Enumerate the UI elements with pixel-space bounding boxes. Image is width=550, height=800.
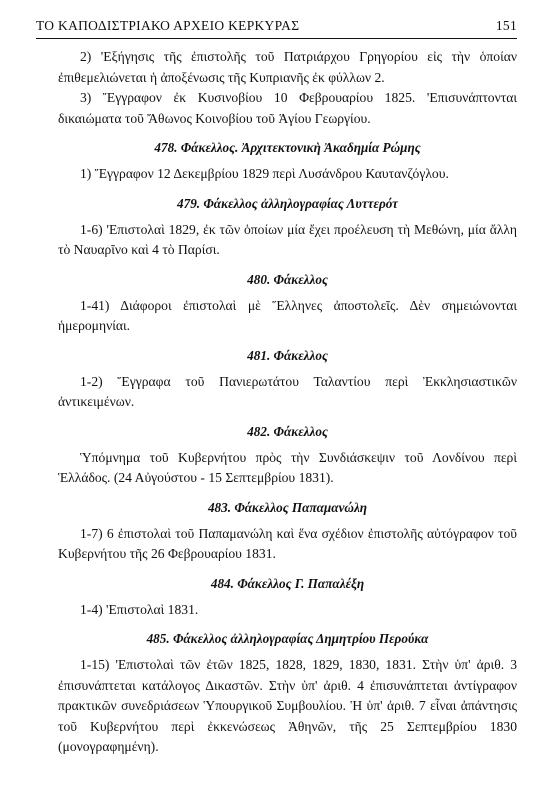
section-heading: 484. Φάκελλος Γ. Παπαλέξη bbox=[210, 575, 365, 591]
section-heading: 479. Φάκελλος ἀλληλογραφίας Λυττερότ bbox=[177, 195, 398, 211]
section-heading: 483. Φάκελλος Παπαμανώλη bbox=[207, 499, 368, 515]
section-479 bbox=[58, 194, 517, 261]
page-number: 151 bbox=[495, 18, 517, 33]
intro-paragraph-2: 2) 'Εξήγησις τῆς ἐπιστολῆς τοῦ Πατριάρχου Γρηγορίου εἰς τὴν ὁποίαν ἐπιθεμελιώνεται ἡ ἀποξένωσις τῆς Κυπριανῆς ἐκ φύλλων 2. bbox=[58, 49, 517, 85]
section-text: 1) Ἔγγραφον 12 Δεκεμβρίου 1829 περὶ Λυσάνδρου Καυτανζόγλου. bbox=[80, 166, 449, 181]
section-482 bbox=[58, 422, 517, 489]
section-text: 1-41) Διάφοροι ἐπιστολαὶ μὲ Ἕλληνες ἀποστολεῖς. Δὲν σημειώνονται ἡμερομηνίαι. bbox=[58, 297, 517, 333]
running-header bbox=[36, 18, 517, 39]
running-title: ΤΟ ΚΑΠΟΔΙΣΤΡΙΑΚΟ ΑΡΧΕΙΟ ΚΕΡΚΥΡΑΣ bbox=[36, 18, 300, 33]
section-text: 1-2) Ἔγγραφα τοῦ Πανιερωτάτου Ταλαντίου περὶ Ἐκκλησιαστικῶν ἀντικειμένων. bbox=[58, 373, 517, 409]
section-heading: 480. Φάκελλος bbox=[247, 271, 328, 287]
section-text: 1-6) 'Επιστολαὶ 1829, ἐκ τῶν ὁποίων μία ἔχει προέλευση τὴ Μεθώνη, μία ἄλλη τὸ Ναυαρῖνο καὶ 4 τὸ Παρίσι. bbox=[58, 221, 517, 257]
section-heading: 478. Φάκελλος. Ἀρχιτεκτονικὴ Ἀκαδημία Ρώμης bbox=[154, 140, 421, 155]
document-body bbox=[58, 47, 517, 758]
section-481 bbox=[58, 346, 517, 413]
section-text: 1-4) 'Επιστολαὶ 1831. bbox=[80, 601, 199, 617]
section-text: 1-7) 6 ἐπιστολαὶ τοῦ Παπαμανώλη καὶ ἕνα σχέδιον ἐπιστολῆς αὐτόγραφον τοῦ Κυβερνήτου τῆς 26 Φεβρουαρίου 1831. bbox=[58, 525, 517, 561]
section-heading: 482. Φάκελλος bbox=[247, 423, 328, 439]
section-text: 1-15) 'Επιστολαὶ τῶν ἐτῶν 1825, 1828, 1829, 1830, 1831. Στὴν ὑπ' ἀριθ. 3 ἐπισυνάπτεται κατάλογος Δικαστῶν. Στὴν ὑπ' ἀριθ. 4 ἐπισυνάπτεται ἀντίγραφον πρακτικῶν συνεδριάσεων Ὑπουργικοῦ Συμβουλίου. Ἡ ὑπ' ἀριθ. 7 εἶναι ἀπάντησις τοῦ Κυβερνήτου περὶ ἐκκενώσεως Ἀθηνῶν, τῆς 25 Σεπτεμβρίου 1830 (μονογραφημένη). bbox=[58, 657, 517, 754]
section-text: Ὑπόμνημα τοῦ Κυβερνήτου πρὸς τὴν Συνδιάσκεψιν τοῦ Λονδίνου περὶ Ἑλλάδος. (24 Αὐγούστου - 15 Σεπτεμβρίου 1831). bbox=[58, 449, 517, 485]
intro-paragraph-3: 3) Ἔγγραφον ἐκ Κυσινοβίου 10 Φεβρουαρίου 1825. 'Επισυνάπτονται δικαιώματα τοῦ Ἄθωνος Κοινοβίου τοῦ Ἁγίου Γεωργίου. bbox=[58, 90, 517, 126]
section-483 bbox=[58, 498, 517, 565]
section-478 bbox=[58, 138, 517, 185]
section-heading: 481. Φάκελλος bbox=[247, 347, 328, 363]
section-485 bbox=[58, 629, 517, 758]
section-484 bbox=[58, 574, 517, 621]
section-heading: 485. Φάκελλος ἀλληλογραφίας Δημητρίου Περούκα bbox=[146, 631, 429, 646]
section-480 bbox=[58, 270, 517, 337]
